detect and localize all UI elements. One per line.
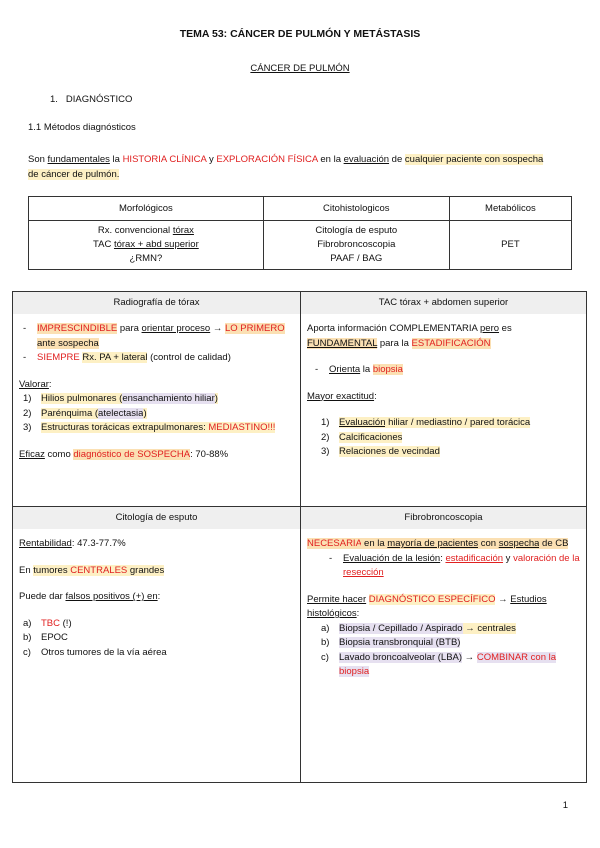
fibro-text: sospecha xyxy=(498,538,540,549)
rx-text: ensanchamiento hiliar xyxy=(122,393,215,404)
list-number: b) xyxy=(321,637,330,648)
fibro-list xyxy=(321,622,580,680)
intro-text: evaluación xyxy=(343,154,390,165)
spacer xyxy=(19,552,294,564)
intro-text: la xyxy=(109,154,123,165)
list-item xyxy=(321,431,580,446)
table-header-cell: Morfológicos xyxy=(29,197,264,221)
list-number: 1) xyxy=(23,393,32,404)
cell-line: Citología de esputo xyxy=(315,225,398,236)
tac-text: Orienta xyxy=(329,364,361,375)
list-item xyxy=(321,636,580,651)
spacer xyxy=(19,578,294,590)
cell-line: Fibrobroncoscopia xyxy=(317,239,396,250)
section-heading xyxy=(50,94,132,105)
rx-text: Valorar xyxy=(19,378,49,390)
fibro-necesaria xyxy=(307,537,580,552)
list-number: 3) xyxy=(321,446,330,457)
rx-text: como xyxy=(44,448,74,460)
table-header-cell: Metabólicos xyxy=(449,197,571,221)
fibro-text: Biopsia transbronquial (BTB) xyxy=(339,637,461,648)
rx-text: ante sospecha xyxy=(37,337,99,349)
cito-falsos-positivos xyxy=(19,590,294,605)
tac-mayor xyxy=(307,390,580,405)
fibro-text: Evaluación de la lesión xyxy=(343,552,441,564)
list-item xyxy=(321,445,580,460)
spacer xyxy=(19,436,294,448)
cito-text: EPOC xyxy=(41,632,68,643)
cito-text: falsos positivos (+) en xyxy=(65,591,158,602)
tac-bullets xyxy=(311,363,580,378)
list-number: a) xyxy=(321,622,330,634)
citologia-body xyxy=(19,537,294,660)
fibro-text: Lavado broncoalveolar (LBA) xyxy=(339,651,463,663)
cito-text: TBC xyxy=(41,617,60,629)
list-number: a) xyxy=(23,617,32,629)
fibro-text: DIAGNÓSTICO ESPECÍFICO xyxy=(368,593,496,605)
tac-text: : xyxy=(374,390,377,402)
list-number: b) xyxy=(23,632,32,643)
cell-line xyxy=(33,224,259,238)
cell-line: PAAF / BAG xyxy=(330,253,383,264)
fibro-text: → centrales xyxy=(462,622,516,634)
fibro-permite xyxy=(307,593,580,622)
fibro-text: con xyxy=(478,538,499,549)
rx-text: → xyxy=(210,323,225,334)
cito-text: tumores xyxy=(33,564,71,576)
rx-valorar-list xyxy=(23,392,294,436)
tac-panel xyxy=(301,292,586,506)
cito-text: CENTRALES xyxy=(70,564,128,576)
intro-text: fundamentales xyxy=(47,154,110,165)
tac-intro xyxy=(307,322,580,351)
section-label: DIAGNÓSTICO xyxy=(65,94,133,105)
list-number: 2) xyxy=(321,431,330,443)
cito-text: En xyxy=(19,564,34,576)
methods-table xyxy=(28,196,572,270)
section-number: 1. xyxy=(50,94,58,105)
methods-detail-grid xyxy=(12,291,587,783)
fibro-text: mayoría de pacientes xyxy=(387,538,479,549)
rx-text: para xyxy=(117,323,142,334)
fibro-text: Permite hacer xyxy=(307,593,367,605)
rx-body xyxy=(19,322,294,462)
tac-text: ESTADIFICACIÓN xyxy=(411,337,491,349)
spacer xyxy=(307,581,580,593)
rx-text: MEDIASTINO!!! xyxy=(208,422,276,433)
tac-text: biopsia xyxy=(372,364,403,375)
fibro-text: COMBINAR con la biopsia xyxy=(339,651,557,677)
cito-text: : xyxy=(157,591,161,602)
rx-text: Estructuras torácicas extrapulmonares: xyxy=(41,422,209,433)
tac-text: para la xyxy=(377,337,412,349)
fibro-text: NECESARIA xyxy=(307,538,362,549)
table-cell-morfologicos xyxy=(29,221,264,270)
cito-text: (!) xyxy=(60,617,72,629)
fibro-text: → xyxy=(495,593,511,605)
spacer xyxy=(19,605,294,617)
tac-text: Calcificaciones xyxy=(339,431,403,443)
rx-text: (control de calidad) xyxy=(147,352,231,363)
rx-text: LO PRIMERO xyxy=(224,323,285,334)
list-number: 3) xyxy=(23,422,32,433)
spacer xyxy=(19,366,294,378)
list-number: c) xyxy=(23,646,31,658)
rx-text: Eficaz xyxy=(19,448,45,460)
cell-line xyxy=(33,238,259,252)
rx-text: atelectasia xyxy=(98,407,144,419)
fibro-header: Fibrobroncoscopia xyxy=(301,507,586,529)
intro-text: y xyxy=(206,154,217,165)
tac-header: TAC tórax + abdomen superior xyxy=(301,292,586,314)
cito-text: grandes xyxy=(127,564,165,576)
cito-rentabilidad xyxy=(19,537,294,552)
fibro-body xyxy=(307,537,580,680)
list-item xyxy=(321,622,580,637)
fibro-panel xyxy=(301,507,586,782)
list-item xyxy=(19,322,294,351)
list-item xyxy=(311,363,580,378)
intro-text: de xyxy=(389,154,405,165)
rx-text: orientar proceso xyxy=(141,323,211,334)
fibro-bullets xyxy=(325,552,580,581)
tac-text: Relaciones de vecindad xyxy=(339,446,440,457)
rx-text: ) xyxy=(214,393,218,404)
intro-text: Son xyxy=(28,154,48,165)
tac-text: Aporta información COMPLEMENTARIA xyxy=(307,323,480,334)
intro-text: cualquier paciente con sospecha de cáncer de pulmón. xyxy=(28,154,544,180)
cell-line: PET xyxy=(501,239,520,250)
intro-paragraph xyxy=(28,152,548,182)
rx-text: Rx. PA + lateral xyxy=(82,352,148,363)
rx-header: Radiografía de tórax xyxy=(13,292,300,314)
rx-text: Parénquima ( xyxy=(41,407,99,419)
rx-valorar xyxy=(19,378,294,393)
list-number: 2) xyxy=(23,407,32,419)
list-item xyxy=(23,407,294,422)
table-header-row xyxy=(29,197,572,221)
list-item xyxy=(325,552,580,581)
fibro-text: y xyxy=(503,552,514,564)
list-item xyxy=(23,646,294,661)
citologia-header: Citología de esputo xyxy=(13,507,300,529)
list-item xyxy=(19,351,294,366)
spacer xyxy=(307,404,580,416)
fibro-text: de CB xyxy=(539,538,569,549)
list-item xyxy=(23,617,294,632)
rx-eficaz xyxy=(19,448,294,463)
page-number: 1 xyxy=(562,800,568,811)
rx-bullets xyxy=(19,322,294,366)
tac-mayor-list xyxy=(321,416,580,460)
rx-text: diagnóstico de SOSPECHA xyxy=(73,448,191,460)
cell-text: TAC xyxy=(93,239,114,250)
list-number: c) xyxy=(321,651,329,663)
section-subtitle: CÁNCER DE PULMÓN xyxy=(250,63,350,74)
fibro-text: resección xyxy=(343,567,384,578)
list-item xyxy=(23,421,294,436)
spacer xyxy=(307,351,580,363)
cito-text: Puede dar xyxy=(19,591,66,602)
list-item xyxy=(23,392,294,407)
cito-text: Rentabilidad xyxy=(19,538,72,549)
tac-text: es xyxy=(499,323,512,334)
table-cell-citohistologicos xyxy=(263,221,449,270)
page-title: TEMA 53: CÁNCER DE PULMÓN Y METÁSTASIS xyxy=(179,28,421,40)
spacer xyxy=(307,378,580,390)
rx-text: IMPRESCINDIBLE xyxy=(37,323,118,334)
cell-text: tórax + abd superior xyxy=(113,239,199,250)
tac-body xyxy=(307,322,580,460)
table-cell-metabolicos xyxy=(449,221,571,270)
intro-text: HISTORIA CLÍNICA xyxy=(122,154,207,165)
cito-text: Otros tumores de la vía aérea xyxy=(41,646,167,658)
list-item xyxy=(321,651,580,680)
fibro-text: Biopsia / Cepillado / Aspirado xyxy=(339,622,463,634)
fibro-text: → xyxy=(462,651,477,663)
intro-text: EXPLORACIÓN FÍSICA xyxy=(216,154,318,165)
rx-panel xyxy=(13,292,300,506)
cell-line: ¿RMN? xyxy=(129,253,163,264)
table-row xyxy=(29,221,572,270)
rx-text: Hilios pulmonares ( xyxy=(41,393,123,404)
cito-tumores xyxy=(19,564,294,579)
fibro-text: en la xyxy=(361,538,388,549)
tac-text: pero xyxy=(480,323,500,334)
tac-text: hiliar / mediastino / pared torácica xyxy=(385,417,531,428)
list-item xyxy=(321,416,580,431)
rx-text: : xyxy=(48,378,52,390)
list-item xyxy=(23,631,294,646)
fibro-text: estadificación xyxy=(445,552,504,564)
rx-text: : 70-88% xyxy=(190,448,229,460)
cito-text: : 47.3-77.7% xyxy=(71,538,126,549)
fibro-text: Estudios histológicos xyxy=(307,593,547,619)
cell-text: tórax xyxy=(172,225,194,236)
citologia-panel xyxy=(13,507,300,782)
fibro-text: valoración de la xyxy=(513,552,580,564)
subsection-heading: 1.1 Métodos diagnósticos xyxy=(28,122,136,133)
tac-text: la xyxy=(360,364,373,375)
tac-text: Evaluación xyxy=(339,417,386,428)
table-header-cell: Citohistologicos xyxy=(263,197,449,221)
fibro-text: : xyxy=(440,552,446,564)
tac-text: Mayor exactitud xyxy=(307,390,375,402)
cito-list xyxy=(23,617,294,661)
rx-text: ) xyxy=(143,407,147,419)
list-number: 1) xyxy=(321,417,330,428)
cell-text: Rx. convencional xyxy=(97,225,173,236)
rx-text: SIEMPRE xyxy=(37,352,80,363)
intro-text: en la xyxy=(317,154,344,165)
tac-text: FUNDAMENTAL xyxy=(307,337,378,349)
fibro-text: : xyxy=(356,608,360,619)
